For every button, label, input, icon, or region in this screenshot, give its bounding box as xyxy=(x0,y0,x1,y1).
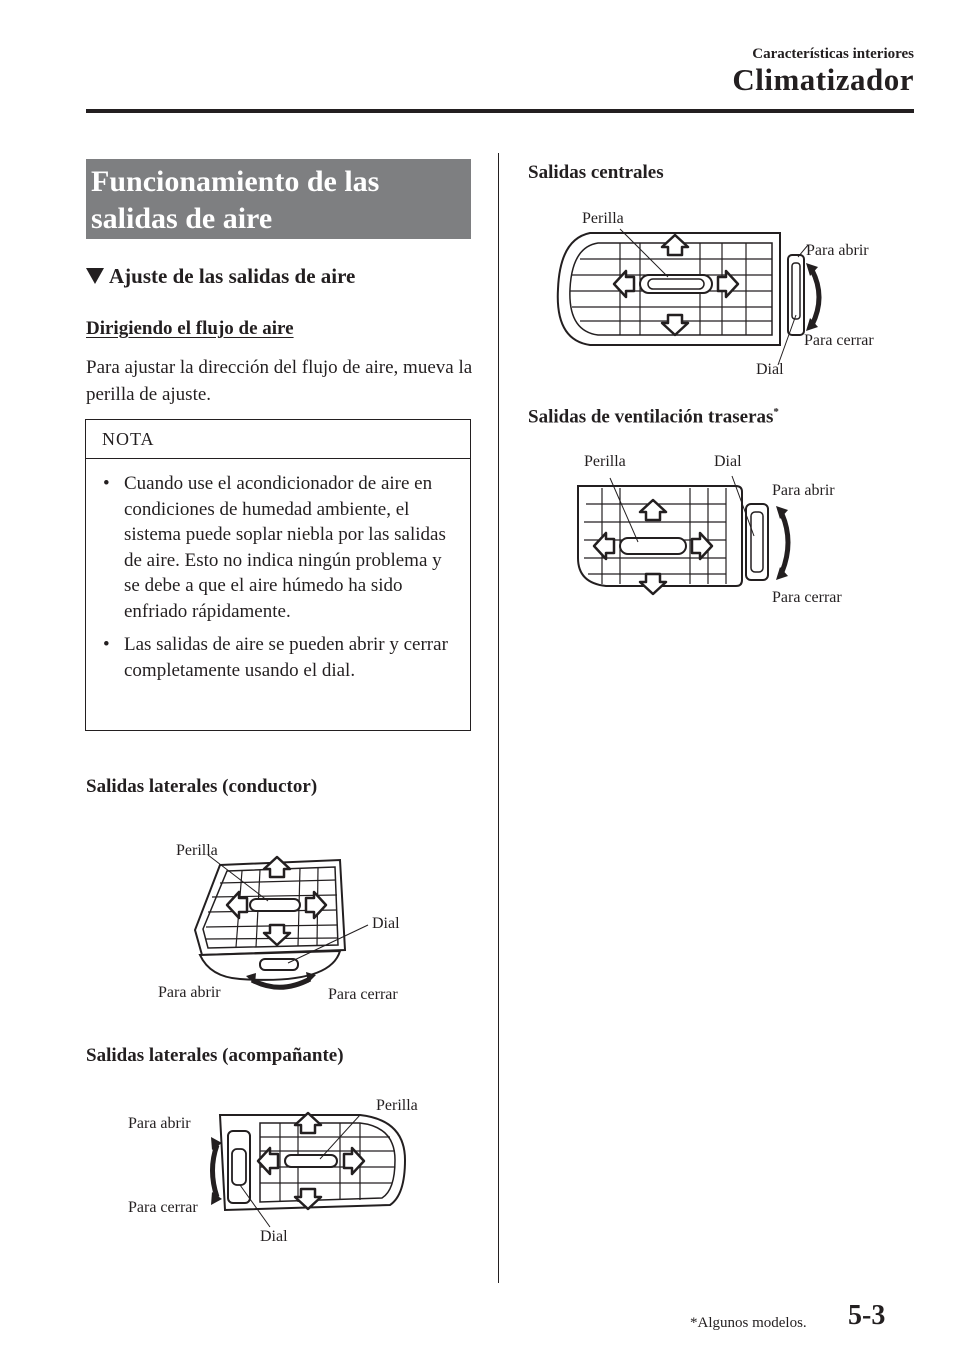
label-para-cerrar: Para cerrar xyxy=(328,986,398,1003)
note-item-text: Cuando use el acondicionador de aire en condiciones de humedad ambiente, el sistema puede soplar niebla por las salidas de aire. Esto no indica ningún problema y se debe a que el aire húmedo ha sido enfriado rápidamente. xyxy=(124,473,446,622)
header-rule xyxy=(86,109,914,113)
bullet: • xyxy=(103,473,110,494)
subheading-text: Ajuste de las salidas de aire xyxy=(109,264,356,288)
label-perilla: Perilla xyxy=(376,1097,418,1114)
section-title-line1: Funcionamiento de las xyxy=(91,165,380,198)
label-dial: Dial xyxy=(756,361,784,378)
label-perilla: Perilla xyxy=(176,842,218,859)
note-item xyxy=(100,632,462,683)
subheading-underlined: Dirigiendo el flujo de aire xyxy=(86,318,294,339)
passenger-vent-illustration xyxy=(200,1105,415,1225)
label-perilla: Perilla xyxy=(582,210,624,227)
subheading xyxy=(86,264,355,289)
note-box xyxy=(85,419,471,731)
label-para-abrir: Para abrir xyxy=(128,1115,191,1132)
label-para-abrir: Para abrir xyxy=(158,984,221,1001)
center-vent-illustration xyxy=(550,225,840,355)
asterisk-mark: * xyxy=(773,406,779,418)
label-dial: Dial xyxy=(372,915,400,932)
note-list xyxy=(86,459,470,683)
chapter-subtitle: Características interiores xyxy=(752,46,914,62)
chapter-title: Climatizador xyxy=(732,62,914,97)
note-item xyxy=(100,471,462,624)
label-dial: Dial xyxy=(714,453,742,470)
label-para-cerrar: Para cerrar xyxy=(128,1199,198,1216)
figure-caption-driver: Salidas laterales (conductor) xyxy=(86,776,318,797)
figure-caption-rear-text: Salidas de ventilación traseras xyxy=(528,406,774,428)
label-perilla: Perilla xyxy=(584,453,626,470)
note-item-text: Las salidas de aire se pueden abrir y cerrar completamente usando el dial. xyxy=(124,634,448,681)
label-para-abrir: Para abrir xyxy=(772,482,835,499)
page-number: 5-3 xyxy=(848,1300,886,1331)
label-para-cerrar: Para cerrar xyxy=(772,589,842,606)
body-paragraph: Para ajustar la dirección del flujo de aire, mueva la perilla de ajuste. xyxy=(86,357,473,405)
driver-vent-illustration xyxy=(180,855,350,995)
label-para-abrir: Para abrir xyxy=(806,242,869,259)
label-para-cerrar: Para cerrar xyxy=(804,332,874,349)
section-title-banner xyxy=(86,159,471,239)
label-dial: Dial xyxy=(260,1228,288,1245)
column-divider xyxy=(498,153,499,1283)
bullet: • xyxy=(103,634,110,655)
footnote: *Algunos modelos. xyxy=(690,1315,807,1331)
triangle-down-icon xyxy=(86,268,104,284)
note-title: NOTA xyxy=(86,420,470,459)
section-title-line2: salidas de aire xyxy=(91,202,273,235)
figure-caption-rear xyxy=(528,406,779,428)
figure-caption-passenger: Salidas laterales (acompañante) xyxy=(86,1045,344,1066)
figure-caption-center: Salidas centrales xyxy=(528,162,664,183)
